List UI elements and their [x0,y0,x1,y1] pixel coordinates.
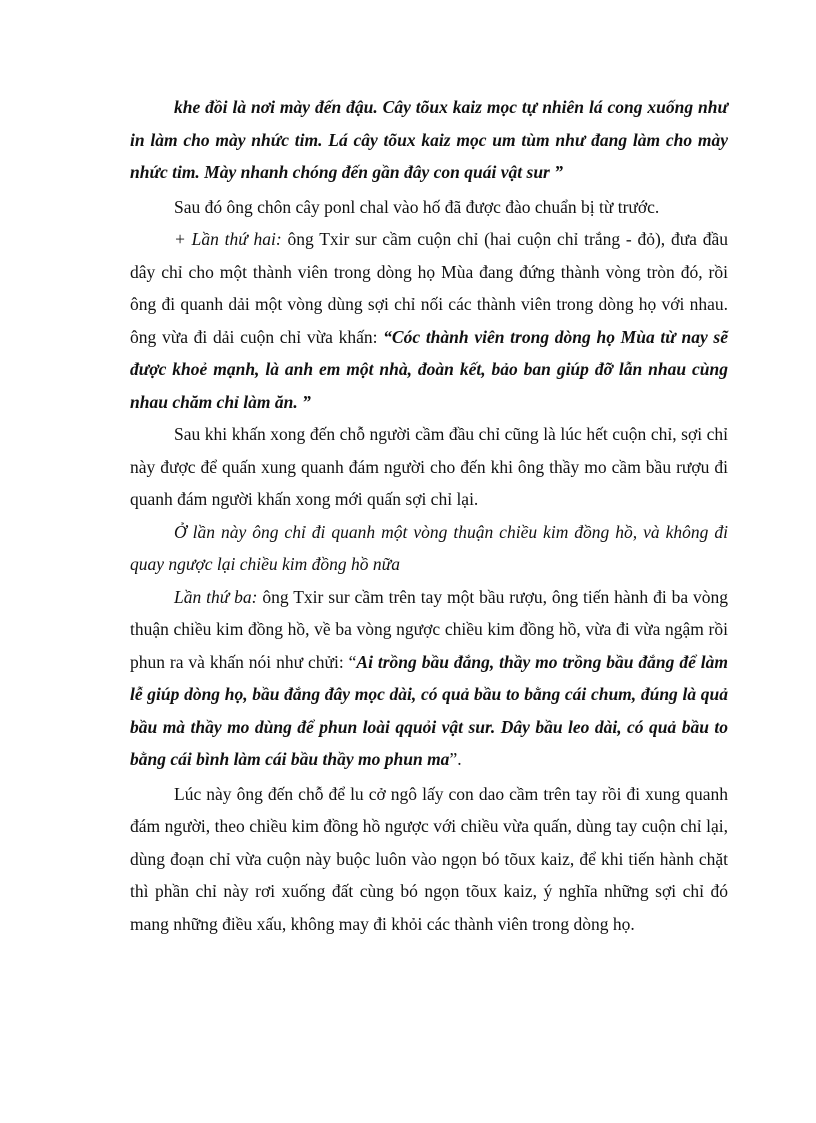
paragraph-4 [130,418,728,516]
paragraph-5 [130,516,728,581]
prayer-text: “Cóc thành viên trong dòng họ Mùa từ nay sẽ được khoẻ mạnh, là anh em một nhà, đoàn kết, bảo ban giúp đỡ lẫn nhau cùng nhau chăm chỉ làm ăn. ” [130,326,728,412]
prayer-text: khe đồi là nơi mày đến đậu. Cây tõux kaiz mọc tự nhiên lá cong xuống như in làm cho mày nhức tim. Lá cây tõux kaiz mọc um tùm như đang làm cho mày nhức tim. Mày nhanh chóng đến gần đây con quái vật sur ” [130,97,728,182]
prayer-text: Ai trồng bầu đắng, thầy mo trồng bầu đắng để làm lễ giúp dòng họ, bầu đắng đây mọc dài, có quả bầu to bằng cái chum, đúng là quả bầu mà thầy mo dùng để phun loài qquỏi vật sur. Dây bầu leo dài, có quả bầu to bằng cái bình làm cái bầu thầy mo phun ma [130,651,728,769]
section-label: Lần thứ ba: [174,586,258,607]
paragraph-6 [130,581,728,776]
body-text: Lúc này ông đến chỗ để lu cở ngô lấy con dao cầm trên tay rồi đi xung quanh đám người, theo chiều kim đồng hồ ngược với chiều vừa quấn, dùng tay cuộn chỉ lại, dùng đoạn chỉ vừa cuộn này buộc luôn vào ngọn bó tõux kaiz, để khi tiến hành chặt thì phần chỉ này rơi xuống đất cùng bó ngọn tõux kaiz, ý nghĩa những sợi chỉ đó mang những điều xấu, không may đi khỏi các thành viên trong dòng họ. [130,783,728,934]
paragraph-1 [130,91,728,189]
paragraph-3 [130,223,728,418]
section-label: + Lần thứ hai: [174,229,282,249]
paragraph-2 [130,191,728,224]
body-text: ông Txir sur cầm trên tay một bầu rượu, ông tiến hành đi ba vòng thuận chiều kim đồng hồ, về ba vòng ngược chiều kim đồng hồ, vừa đi vừa ngậm rồi phun ra và khấn nói như chửi: “ [130,586,728,672]
body-text: Sau đó ông chôn cây ponl chal vào hố đã được đào chuẩn bị từ trước. [174,196,660,217]
italic-note: Ở lần này ông chỉ đi quanh một vòng thuận chiều kim đồng hồ, và không đi quay ngược lại chiều kim đồng hồ nữa [130,521,728,574]
body-text: Sau khi khấn xong đến chỗ người cầm đầu chỉ cũng là lúc hết cuộn chỉ, sợi chỉ này được để quấn xung quanh đám người cho đến khi ông thầy mo cầm bầu rượu đi quanh đám người khấn xong mới quấn sợi chỉ lại. [130,424,728,509]
body-text: ”. [449,749,462,769]
document-body [130,91,728,940]
body-text: ông Txir sur cầm cuộn chỉ (hai cuộn chỉ trắng - đỏ), đưa đầu dây chỉ cho một thành viên trong dòng họ Mùa đang đứng thành vòng tròn đó, rồi ông đi quanh dải một vòng dùng sợi chỉ nối các thành viên trong dòng họ với nhau. ông vừa đi dải cuộn chỉ vừa khấn: [130,229,729,347]
paragraph-7 [130,778,728,941]
